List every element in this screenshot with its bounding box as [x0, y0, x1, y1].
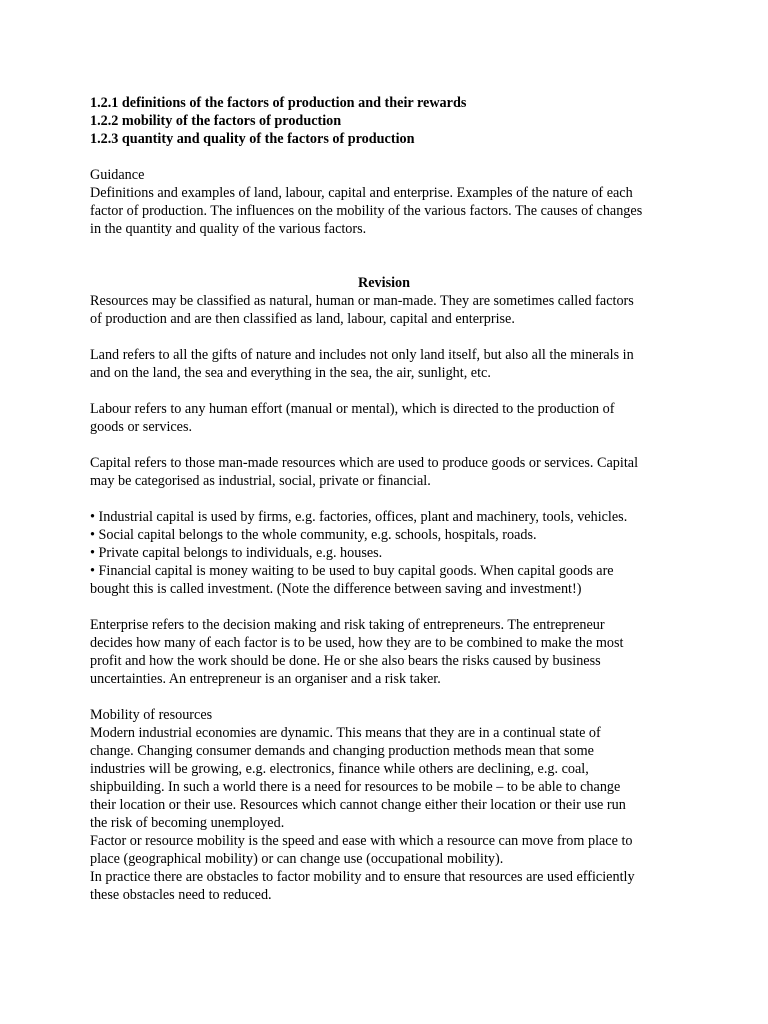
bullet-item: • Financial capital is money waiting to be used to buy capital goods. When capital goods are: [90, 563, 614, 579]
paragraph-line: these obstacles need to reduced.: [90, 887, 272, 903]
guidance-line: in the quantity and quality of the various factors.: [90, 221, 367, 237]
paragraph-line: Resources may be classified as natural, human or man-made. They are sometimes called factors: [90, 293, 634, 309]
paragraph-line: the risk of becoming unemployed.: [90, 815, 285, 831]
paragraph-line: Labour refers to any human effort (manual or mental), which is directed to the production of: [90, 401, 615, 417]
heading-1-2-1: 1.2.1 definitions of the factors of production and their rewards: [90, 95, 467, 111]
mobility-section: [90, 706, 690, 904]
paragraph-line: In practice there are obstacles to factor mobility and to ensure that resources are used efficiently: [90, 869, 635, 885]
land-paragraph: [90, 346, 690, 382]
enterprise-paragraph: [90, 616, 690, 688]
bullet-item: • Private capital belongs to individuals, e.g. houses.: [90, 545, 383, 561]
capital-paragraph: [90, 454, 690, 490]
paragraph-line: profit and how the work should be done. He or she also bears the risks caused by business: [90, 653, 601, 669]
paragraph-line: Modern industrial economies are dynamic. This means that they are in a continual state of: [90, 725, 601, 741]
paragraph-line: industries will be growing, e.g. electronics, finance while others are declining, e.g. coal,: [90, 761, 589, 777]
bullet-item: • Social capital belongs to the whole community, e.g. schools, hospitals, roads.: [90, 527, 537, 543]
revision-section: [90, 274, 690, 688]
section-headings: [90, 94, 690, 148]
paragraph-line: change. Changing consumer demands and changing production methods mean that some: [90, 743, 594, 759]
paragraph-line: shipbuilding. In such a world there is a need for resources to be mobile – to be able to change: [90, 779, 621, 795]
bullet-item: • Industrial capital is used by firms, e.g. factories, offices, plant and machinery, tools, vehicles.: [90, 509, 628, 525]
paragraph-line: and on the land, the sea and everything in the sea, the air, sunlight, etc.: [90, 365, 491, 381]
paragraph-line: Capital refers to those man-made resources which are used to produce goods or services. Capital: [90, 455, 639, 471]
capital-bullet-list: [90, 508, 690, 598]
paragraph-line: their location or their use. Resources which cannot change either their location or their use run: [90, 797, 626, 813]
heading-1-2-3: 1.2.3 quantity and quality of the factors of production: [90, 131, 415, 147]
guidance-line: factor of production. The influences on the mobility of the various factors. The causes of changes: [90, 203, 643, 219]
labour-paragraph: [90, 400, 690, 436]
guidance-section: [90, 166, 690, 238]
bullet-item-continuation: bought this is called investment. (Note the difference between saving and investment!): [90, 581, 582, 597]
paragraph-line: may be categorised as industrial, social, private or financial.: [90, 473, 431, 489]
paragraph-line: uncertainties. An entrepreneur is an organiser and a risk taker.: [90, 671, 441, 687]
paragraph-line: place (geographical mobility) or can change use (occupational mobility).: [90, 851, 504, 867]
paragraph-line: decides how many of each factor is to be used, how they are to be combined to make the most: [90, 635, 624, 651]
paragraph-line: goods or services.: [90, 419, 193, 435]
document-page: [90, 94, 690, 904]
guidance-line: Definitions and examples of land, labour, capital and enterprise. Examples of the nature of each: [90, 185, 633, 201]
paragraph-line: Factor or resource mobility is the speed and ease with which a resource can move from place to: [90, 833, 633, 849]
revision-title: Revision: [357, 275, 411, 291]
paragraph-line: Enterprise refers to the decision making and risk taking of entrepreneurs. The entrepreneur: [90, 617, 605, 633]
guidance-title: Guidance: [90, 167, 145, 183]
resources-paragraph: [90, 292, 690, 328]
heading-1-2-2: 1.2.2 mobility of the factors of production: [90, 113, 342, 129]
paragraph-line: of production and are then classified as land, labour, capital and enterprise.: [90, 311, 515, 327]
paragraph-line: Land refers to all the gifts of nature and includes not only land itself, but also all the minerals in: [90, 347, 634, 363]
mobility-title: Mobility of resources: [90, 707, 213, 723]
